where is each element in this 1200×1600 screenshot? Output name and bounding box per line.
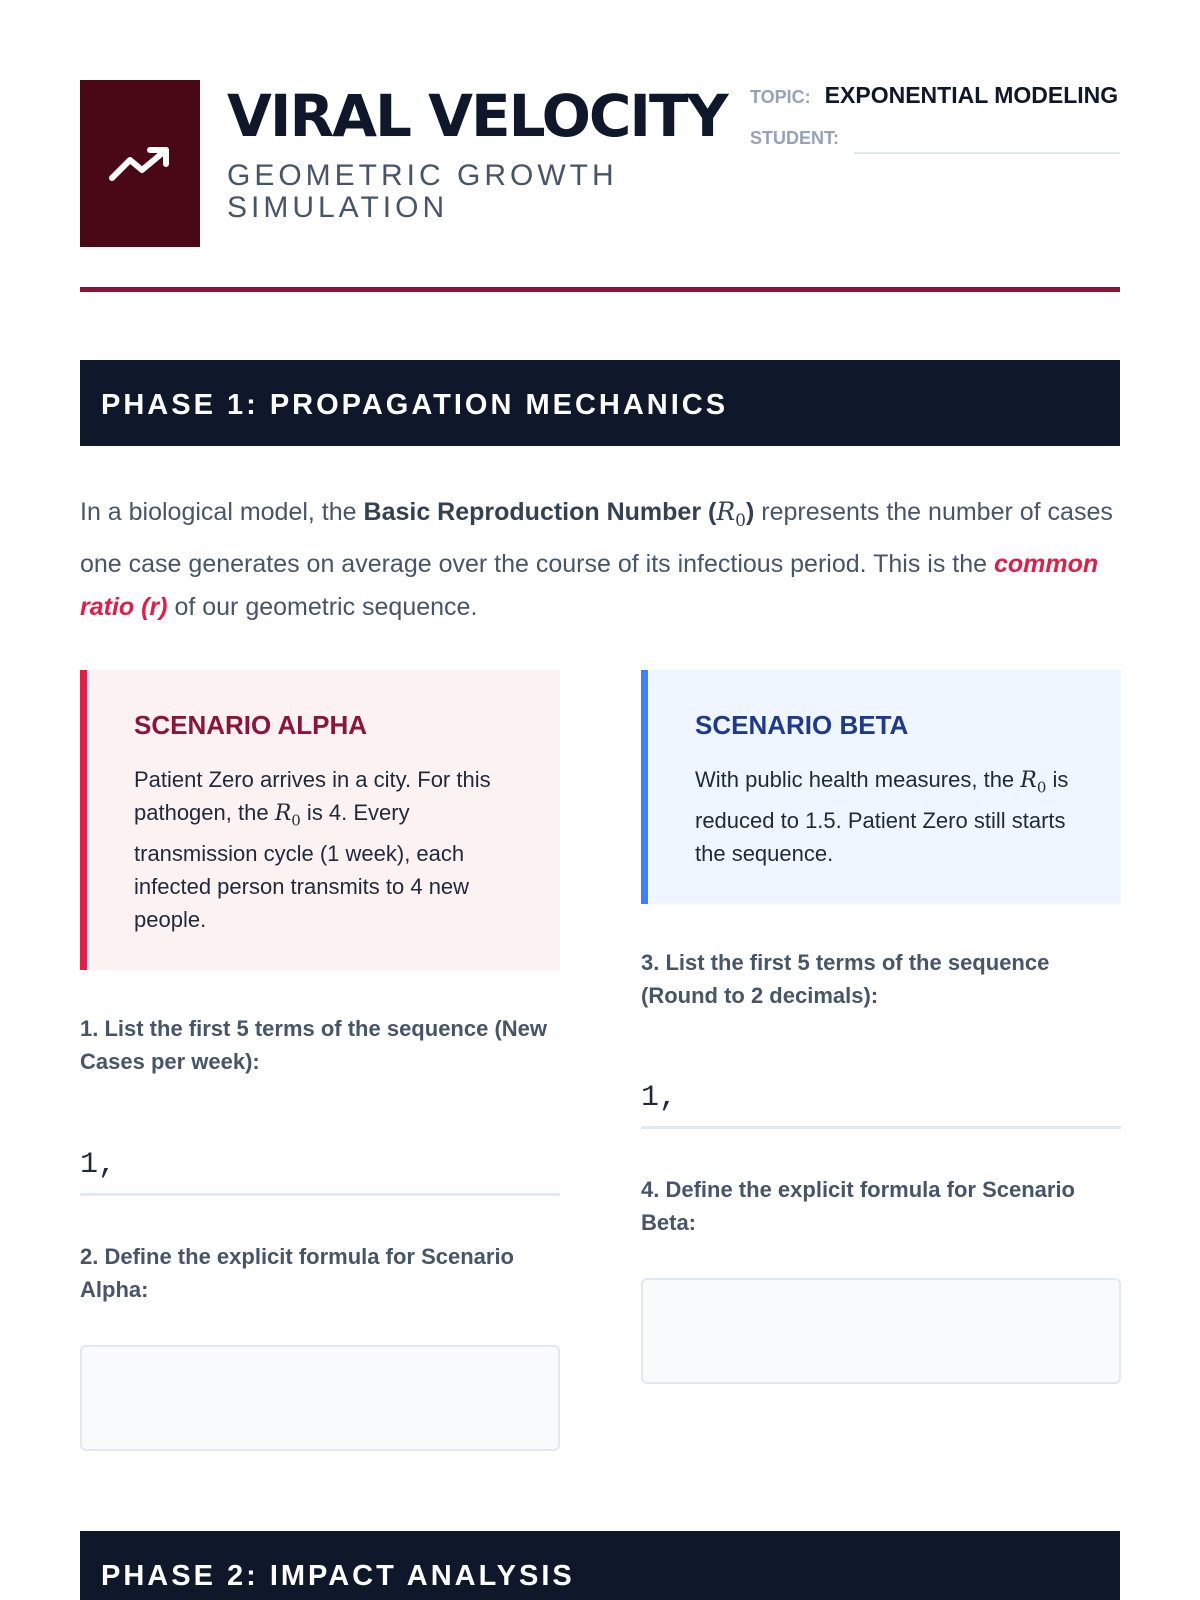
r0-main: R — [1020, 768, 1037, 793]
header-divider — [80, 287, 1120, 292]
page-title: VIRAL VELOCITY — [227, 82, 727, 150]
scenario-alpha-card — [80, 670, 560, 970]
scenario-beta-body — [695, 763, 1081, 870]
intro-text: represents the number of cases one case generates on average over the course of its infectious period. This is the — [80, 498, 1113, 578]
scenario-beta-title: SCENARIO BETA — [695, 710, 909, 740]
topic-row — [750, 82, 1118, 109]
intro-text: of our geometric sequence. — [167, 593, 478, 621]
r0-symbol — [274, 801, 301, 830]
logo — [80, 80, 200, 247]
scenario-beta-card — [641, 670, 1121, 904]
scenario-beta-text: With public health measures, the — [695, 767, 1021, 792]
r0-sub: 0 — [1036, 778, 1047, 797]
student-name-field[interactable] — [854, 152, 1120, 154]
intro-term-close: ) — [746, 498, 755, 526]
question-4-label: 4. Define the explicit formula for Scenario Beta: — [641, 1177, 1075, 1235]
trending-up-icon — [108, 144, 172, 184]
r0-sub: 0 — [291, 811, 301, 830]
student-row — [750, 128, 839, 149]
intro-term-text: Basic Reproduction Number ( — [363, 498, 717, 526]
question-1-answer[interactable]: 1, — [80, 1134, 560, 1196]
scenario-alpha-text: Patient Zero arrives in a city. For this pathogen, the — [134, 767, 491, 825]
scenario-alpha-title: SCENARIO ALPHA — [134, 710, 368, 740]
r0-symbol — [716, 497, 746, 531]
scenario-alpha-body — [134, 763, 520, 936]
question-2-label: 2. Define the explicit formula for Scenario Alpha: — [80, 1244, 514, 1302]
intro-term — [363, 497, 755, 531]
r0-main: R — [274, 801, 292, 826]
question-2-answer[interactable] — [80, 1345, 560, 1451]
phase1-intro — [80, 490, 1120, 629]
common-ratio-term: common ratio (r) — [80, 550, 1099, 621]
topic-label: TOPIC: — [750, 87, 811, 107]
page-subtitle: GEOMETRIC GROWTH SIMULATION — [227, 159, 618, 224]
topic-value: EXPONENTIAL MODELING — [824, 82, 1119, 108]
phase1-banner: PHASE 1: PROPAGATION MECHANICS — [80, 360, 1120, 446]
worksheet-header — [80, 80, 1120, 250]
r0-main: R — [716, 497, 736, 526]
question-4-answer[interactable] — [641, 1278, 1121, 1384]
r0-sub: 0 — [735, 511, 746, 531]
scenario-beta-text: is reduced to 1.5. Patient Zero still starts the sequence. — [695, 767, 1069, 867]
question-3-label: 3. List the first 5 terms of the sequence (Round to 2 decimals): — [641, 950, 1050, 1008]
student-label: STUDENT: — [750, 128, 839, 148]
question-3-answer[interactable]: 1, — [641, 1067, 1121, 1129]
question-1-label: 1. List the first 5 terms of the sequence (New Cases per week): — [80, 1016, 548, 1074]
r0-symbol — [1020, 768, 1047, 797]
phase2-banner: PHASE 2: IMPACT ANALYSIS — [80, 1531, 1120, 1600]
intro-text: In a biological model, the — [80, 498, 364, 526]
scenario-alpha-text: is 4. Every transmission cycle (1 week), each infected person transmits to 4 new people. — [134, 800, 470, 933]
